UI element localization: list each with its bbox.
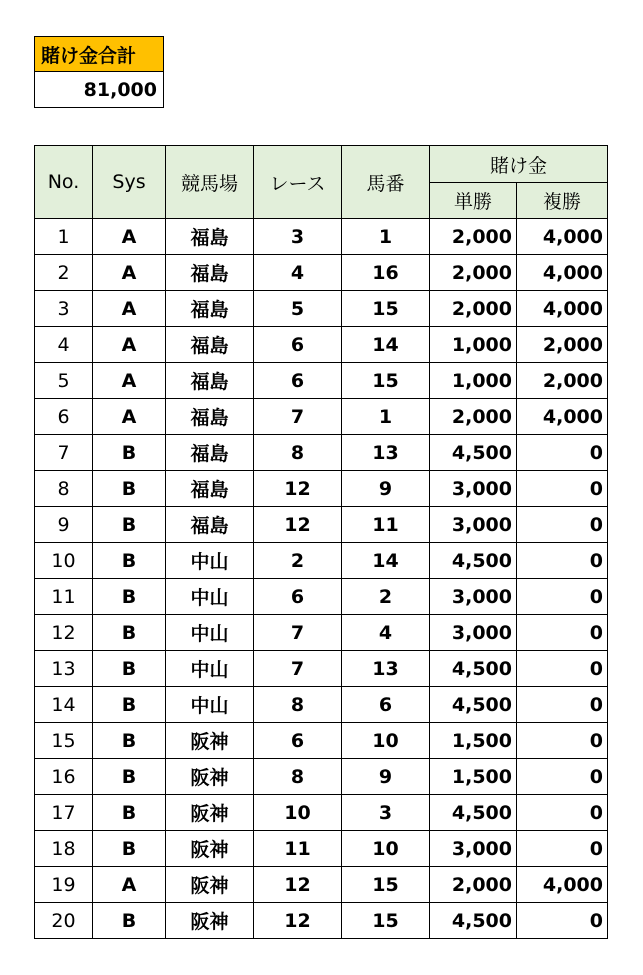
table-row [35,687,608,723]
cell-horse[interactable]: 11 [342,507,430,543]
cell-sys[interactable]: A [93,255,166,291]
cell-track[interactable]: 中山 [166,651,254,687]
bets-table [34,145,608,939]
cell-horse[interactable]: 15 [342,291,430,327]
cell-horse[interactable]: 3 [342,795,430,831]
cell-horse[interactable]: 13 [342,435,430,471]
cell-horse[interactable]: 15 [342,867,430,903]
table-row [35,543,608,579]
cell-win[interactable]: 2,000 [430,291,517,327]
cell-race[interactable]: 6 [254,579,342,615]
cell-sys[interactable]: B [93,507,166,543]
table-row [35,867,608,903]
cell-sys[interactable]: A [93,867,166,903]
cell-win[interactable]: 4,500 [430,435,517,471]
table-row [35,327,608,363]
header-bet[interactable]: 賭け金 [430,146,608,183]
cell-no[interactable]: 5 [35,363,93,399]
cell-horse[interactable]: 6 [342,687,430,723]
cell-sys[interactable]: B [93,903,166,939]
header-win[interactable]: 単勝 [430,183,517,219]
cell-win[interactable]: 4,500 [430,795,517,831]
cell-no[interactable]: 2 [35,255,93,291]
cell-sys[interactable]: A [93,291,166,327]
cell-race[interactable]: 6 [254,723,342,759]
table-row [35,903,608,939]
cell-win[interactable]: 1,000 [430,363,517,399]
cell-horse[interactable]: 15 [342,363,430,399]
cell-track[interactable]: 中山 [166,543,254,579]
cell-no[interactable]: 20 [35,903,93,939]
cell-race[interactable]: 8 [254,687,342,723]
cell-win[interactable]: 2,000 [430,255,517,291]
cell-race[interactable]: 5 [254,291,342,327]
cell-place[interactable]: 0 [517,795,608,831]
cell-sys[interactable]: A [93,219,166,255]
cell-no[interactable]: 4 [35,327,93,363]
header-no[interactable]: No. [35,146,93,219]
header-horse[interactable]: 馬番 [342,146,430,219]
cell-place[interactable]: 0 [517,687,608,723]
total-value[interactable]: 81,000 [35,72,164,108]
cell-no[interactable]: 1 [35,219,93,255]
cell-place[interactable]: 4,000 [517,219,608,255]
cell-win[interactable]: 2,000 [430,219,517,255]
cell-win[interactable]: 3,000 [430,831,517,867]
cell-win[interactable]: 4,500 [430,651,517,687]
cell-win[interactable]: 3,000 [430,615,517,651]
cell-track[interactable]: 福島 [166,327,254,363]
cell-win[interactable]: 1,500 [430,759,517,795]
cell-place[interactable]: 0 [517,543,608,579]
cell-no[interactable]: 6 [35,399,93,435]
cell-place[interactable]: 2,000 [517,327,608,363]
cell-track[interactable]: 福島 [166,219,254,255]
header-race[interactable]: レース [254,146,342,219]
total-label[interactable]: 賭け金合計 [35,37,164,72]
cell-horse[interactable]: 10 [342,723,430,759]
cell-race[interactable]: 7 [254,615,342,651]
header-place[interactable]: 複勝 [517,183,608,219]
table-row [35,651,608,687]
cell-place[interactable]: 4,000 [517,291,608,327]
cell-track[interactable]: 福島 [166,255,254,291]
cell-place[interactable]: 0 [517,831,608,867]
cell-race[interactable]: 12 [254,903,342,939]
total-summary [34,36,164,108]
cell-race[interactable]: 4 [254,255,342,291]
header-sys[interactable]: Sys [93,146,166,219]
cell-no[interactable]: 13 [35,651,93,687]
cell-sys[interactable]: B [93,687,166,723]
cell-win[interactable]: 1,500 [430,723,517,759]
cell-win[interactable]: 4,500 [430,903,517,939]
cell-sys[interactable]: B [93,615,166,651]
cell-win[interactable]: 3,000 [430,471,517,507]
cell-sys[interactable]: B [93,723,166,759]
cell-win[interactable]: 2,000 [430,867,517,903]
cell-race[interactable]: 12 [254,507,342,543]
cell-win[interactable]: 4,500 [430,687,517,723]
cell-race[interactable]: 2 [254,543,342,579]
cell-place[interactable]: 0 [517,471,608,507]
cell-horse[interactable]: 9 [342,759,430,795]
cell-horse[interactable]: 15 [342,903,430,939]
cell-win[interactable]: 1,000 [430,327,517,363]
table-row [35,363,608,399]
table-row [35,507,608,543]
cell-no[interactable]: 7 [35,435,93,471]
cell-sys[interactable]: A [93,363,166,399]
cell-horse[interactable]: 9 [342,471,430,507]
cell-no[interactable]: 15 [35,723,93,759]
cell-no[interactable]: 18 [35,831,93,867]
cell-place[interactable]: 4,000 [517,255,608,291]
cell-no[interactable]: 11 [35,579,93,615]
cell-win[interactable]: 4,500 [430,543,517,579]
cell-horse[interactable]: 4 [342,615,430,651]
cell-track[interactable]: 中山 [166,579,254,615]
cell-place[interactable]: 4,000 [517,399,608,435]
cell-sys[interactable]: A [93,327,166,363]
cell-place[interactable]: 0 [517,579,608,615]
cell-track[interactable]: 福島 [166,363,254,399]
cell-no[interactable]: 3 [35,291,93,327]
cell-track[interactable]: 阪神 [166,759,254,795]
cell-track[interactable]: 中山 [166,687,254,723]
table-row [35,399,608,435]
cell-track[interactable]: 中山 [166,615,254,651]
header-track[interactable]: 競馬場 [166,146,254,219]
table-row [35,831,608,867]
table-row [35,219,608,255]
cell-sys[interactable]: B [93,579,166,615]
cell-race[interactable]: 6 [254,363,342,399]
cell-sys[interactable]: B [93,831,166,867]
cell-race[interactable]: 11 [254,831,342,867]
cell-win[interactable]: 2,000 [430,399,517,435]
cell-place[interactable]: 0 [517,507,608,543]
cell-no[interactable]: 17 [35,795,93,831]
cell-place[interactable]: 0 [517,615,608,651]
cell-horse[interactable]: 1 [342,219,430,255]
cell-track[interactable]: 福島 [166,471,254,507]
cell-horse[interactable]: 1 [342,399,430,435]
table-row [35,615,608,651]
table-row [35,579,608,615]
cell-race[interactable]: 7 [254,651,342,687]
cell-sys[interactable]: B [93,435,166,471]
cell-sys[interactable]: B [93,471,166,507]
cell-no[interactable]: 10 [35,543,93,579]
cell-horse[interactable]: 14 [342,327,430,363]
cell-win[interactable]: 3,000 [430,579,517,615]
cell-track[interactable]: 阪神 [166,903,254,939]
cell-race[interactable]: 6 [254,327,342,363]
table-row [35,255,608,291]
cell-track[interactable]: 阪神 [166,831,254,867]
cell-place[interactable]: 0 [517,759,608,795]
cell-place[interactable]: 2,000 [517,363,608,399]
cell-no[interactable]: 19 [35,867,93,903]
cell-track[interactable]: 福島 [166,291,254,327]
cell-race[interactable]: 12 [254,471,342,507]
table-row [35,291,608,327]
cell-race[interactable]: 10 [254,795,342,831]
table-row [35,471,608,507]
cell-race[interactable]: 3 [254,219,342,255]
table-row [35,723,608,759]
cell-no[interactable]: 12 [35,615,93,651]
cell-track[interactable]: 福島 [166,399,254,435]
cell-no[interactable]: 14 [35,687,93,723]
cell-horse[interactable]: 14 [342,543,430,579]
cell-place[interactable]: 0 [517,723,608,759]
cell-no[interactable]: 8 [35,471,93,507]
table-row [35,795,608,831]
cell-sys[interactable]: A [93,399,166,435]
cell-sys[interactable]: B [93,795,166,831]
cell-horse[interactable]: 10 [342,831,430,867]
table-row [35,759,608,795]
bets-body [35,219,608,939]
cell-race[interactable]: 7 [254,399,342,435]
cell-place[interactable]: 0 [517,651,608,687]
cell-race[interactable]: 8 [254,435,342,471]
cell-place[interactable]: 4,000 [517,867,608,903]
cell-sys[interactable]: B [93,759,166,795]
cell-place[interactable]: 0 [517,903,608,939]
cell-race[interactable]: 12 [254,867,342,903]
cell-track[interactable]: 阪神 [166,723,254,759]
cell-race[interactable]: 8 [254,759,342,795]
table-row [35,435,608,471]
cell-track[interactable]: 福島 [166,507,254,543]
cell-place[interactable]: 0 [517,435,608,471]
cell-sys[interactable]: B [93,543,166,579]
cell-no[interactable]: 9 [35,507,93,543]
cell-track[interactable]: 阪神 [166,795,254,831]
cell-win[interactable]: 3,000 [430,507,517,543]
cell-track[interactable]: 福島 [166,435,254,471]
cell-horse[interactable]: 16 [342,255,430,291]
cell-no[interactable]: 16 [35,759,93,795]
cell-horse[interactable]: 2 [342,579,430,615]
cell-track[interactable]: 阪神 [166,867,254,903]
cell-horse[interactable]: 13 [342,651,430,687]
cell-sys[interactable]: B [93,651,166,687]
